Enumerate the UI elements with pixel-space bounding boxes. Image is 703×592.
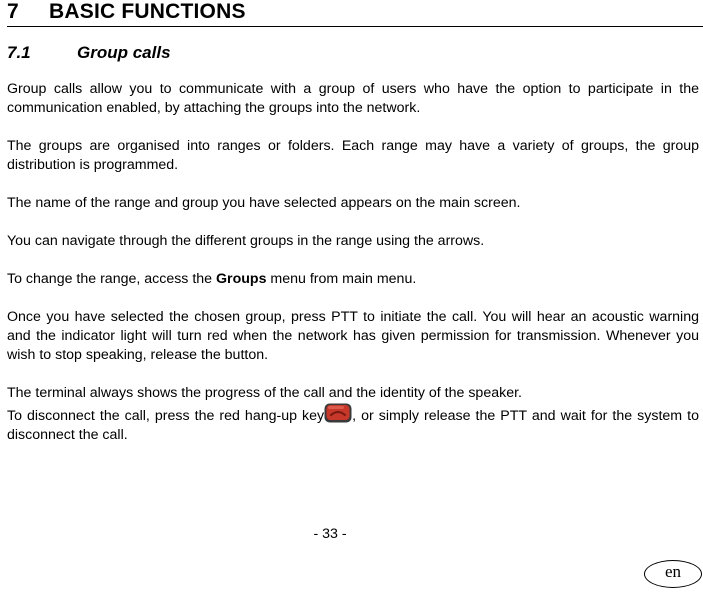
paragraph-ptt: Once you have selected the chosen group, press PTT to initiate the call. You will hear an acoustic warning and the indicator light will turn red when the network has given permission for transmission. Whenever you wish to stop speaking, release the button. xyxy=(7,309,699,363)
groups-menu-term: Groups xyxy=(216,271,267,287)
section-title: BASIC FUNCTIONS xyxy=(49,0,246,23)
red-hang-up-key-icon xyxy=(324,403,352,423)
paragraph-change-range xyxy=(7,270,699,289)
paragraph-progress: The terminal always shows the progress of the call and the identity of the speaker. xyxy=(7,385,522,401)
paragraph-text: To disconnect the call, press the red hang-up key xyxy=(7,408,325,424)
paragraph-ranges: The groups are organised into ranges or folders. Each range may have a variety of groups, the group distribution is programmed. xyxy=(7,138,699,173)
paragraph-intro: Group calls allow you to communicate with a group of users who have the option to participate in the communication enabled, by attaching the groups into the network. xyxy=(7,81,699,116)
paragraph-text: To change the range, access the xyxy=(7,271,217,287)
paragraph-main-screen: The name of the range and group you have selected appears on the main screen. xyxy=(7,195,521,211)
paragraph-text: , or simply release the PTT and wait for the system to disconnect the call. xyxy=(7,408,699,443)
language-badge: en xyxy=(644,560,702,588)
subsection-title: Group calls xyxy=(77,43,171,62)
section-heading xyxy=(7,0,703,27)
paragraph-disconnect xyxy=(7,403,699,445)
section-number: 7 xyxy=(7,0,19,23)
paragraph-text: menu from main menu. xyxy=(266,271,417,287)
subsection-number: 7.1 xyxy=(7,43,31,62)
paragraph-navigate: You can navigate through the different groups in the range using the arrows. xyxy=(7,233,485,249)
page-number: - 33 - xyxy=(313,526,347,542)
